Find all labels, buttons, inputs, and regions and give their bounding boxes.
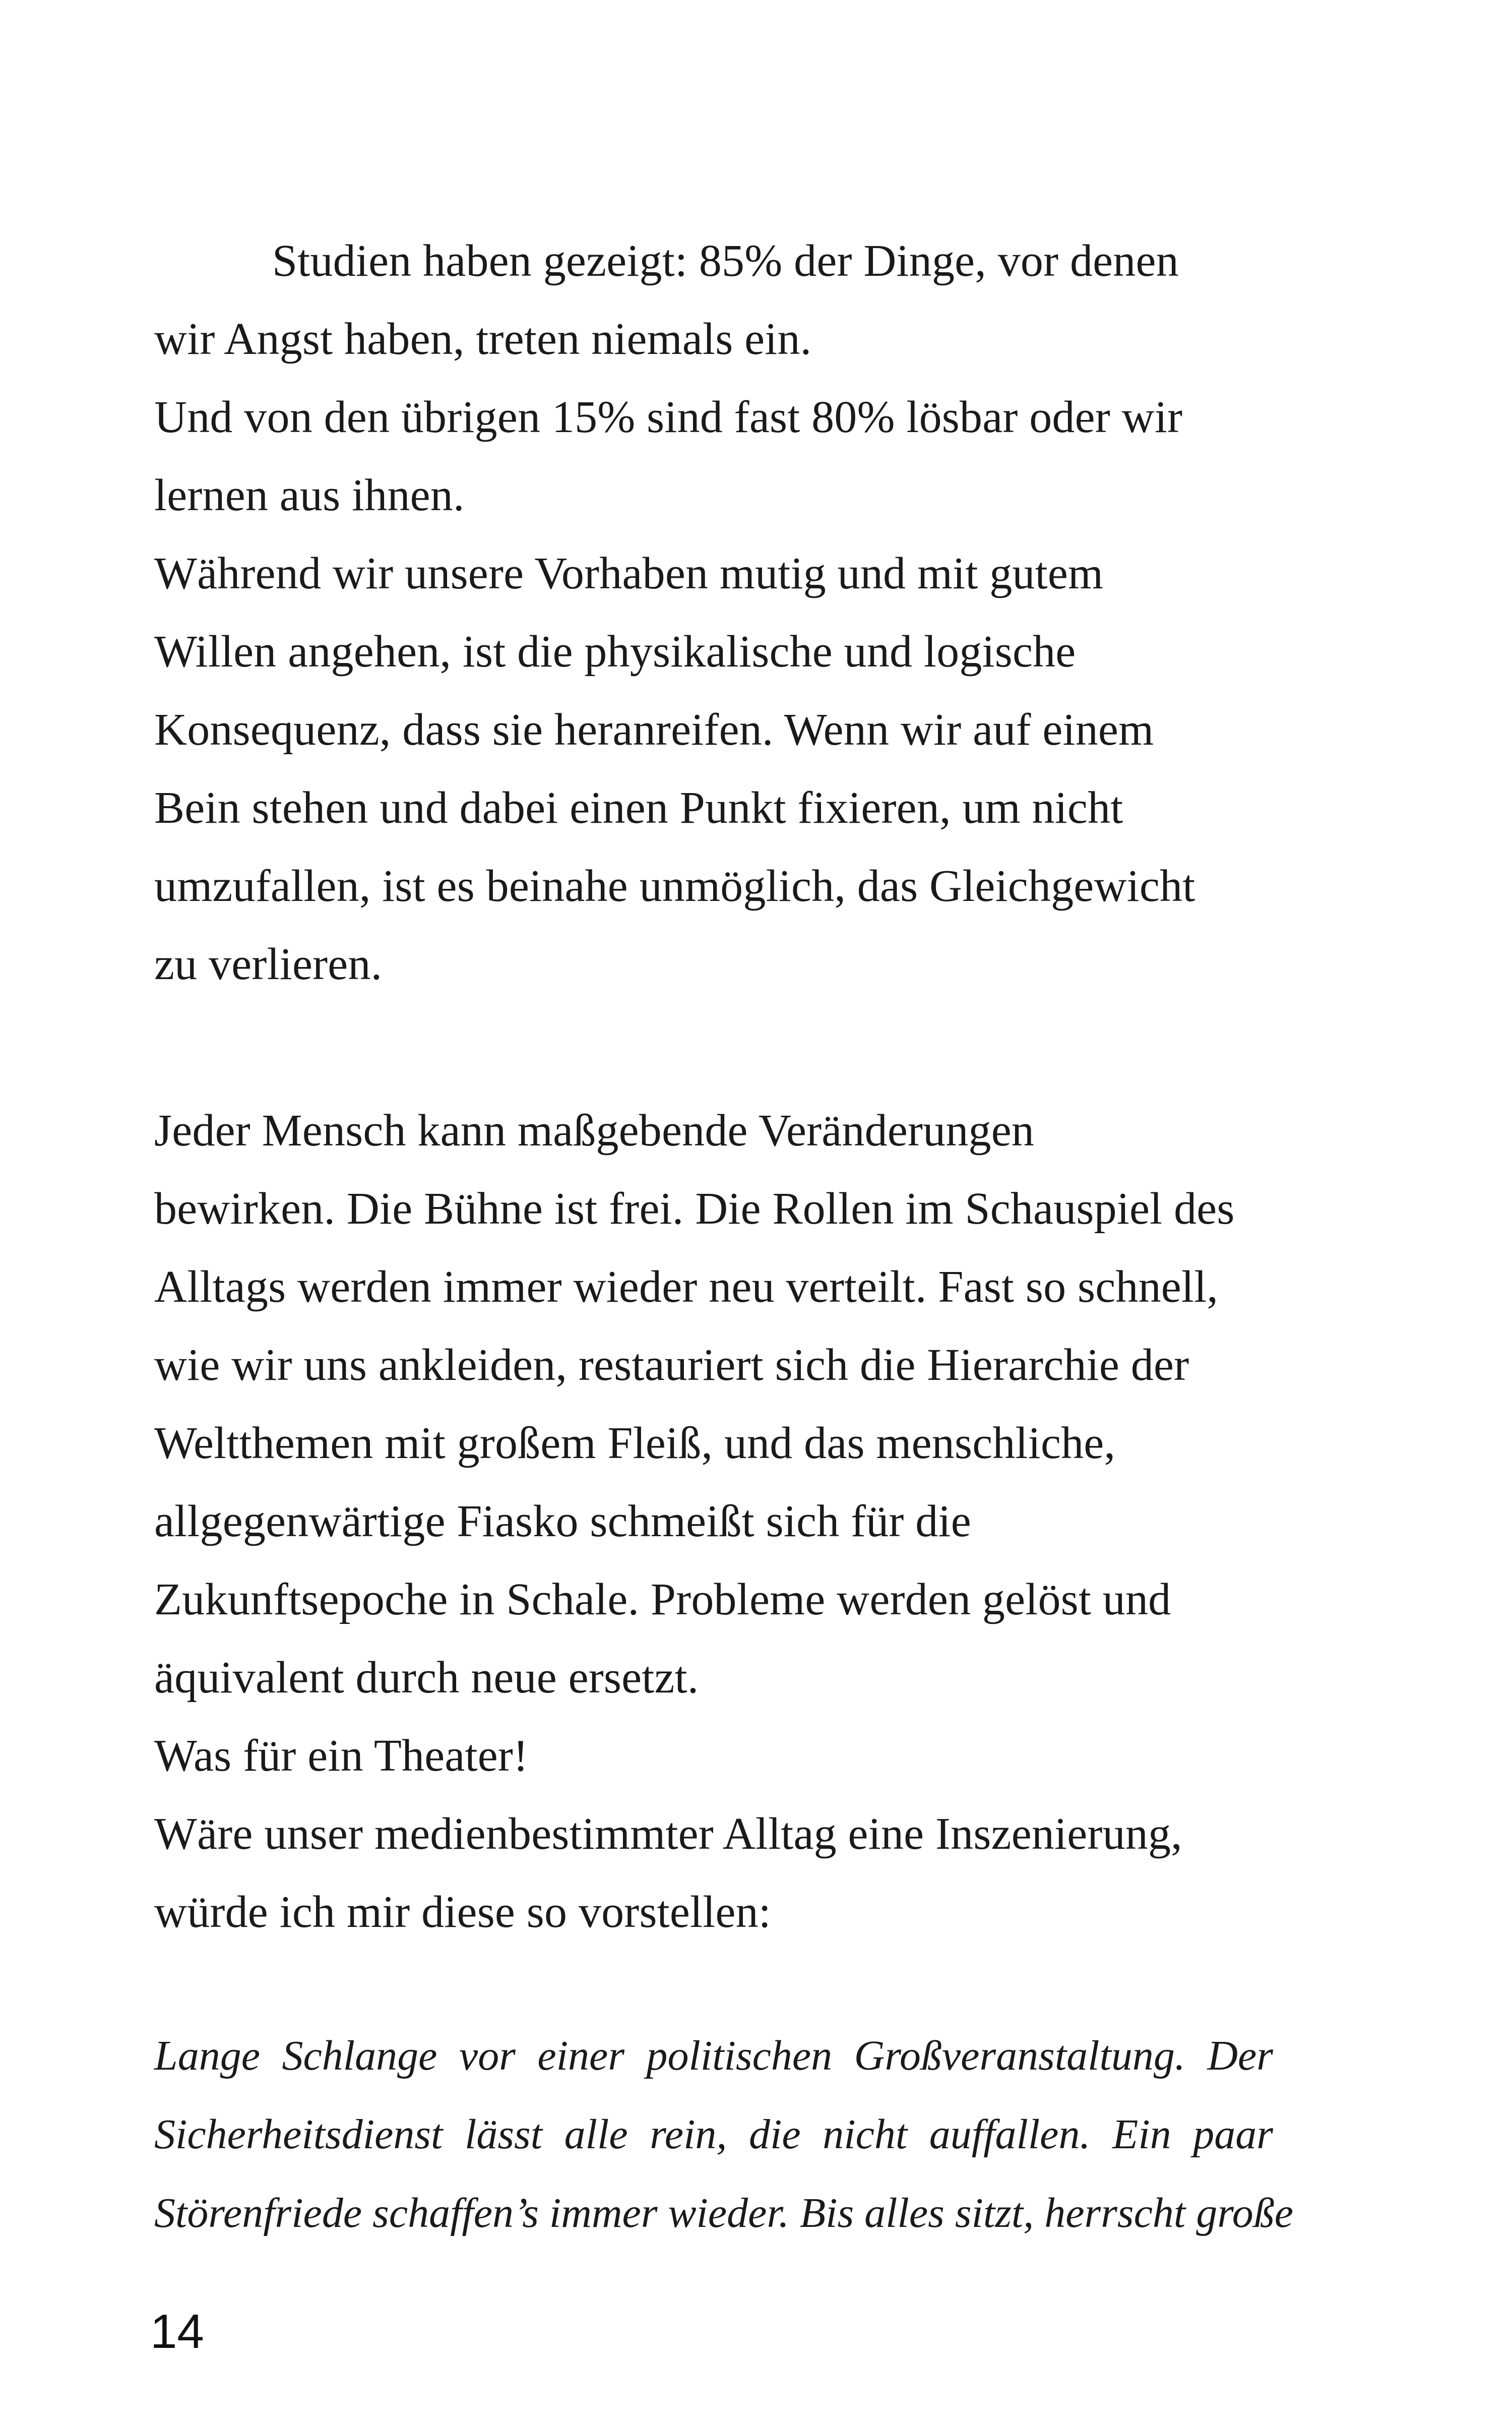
text-line: umzufallen, ist es beinahe unmöglich, das Gleichgewicht — [154, 861, 1195, 911]
paragraph-1 — [154, 222, 1278, 1003]
text-line: Konsequenz, dass sie heranreifen. Wenn wir auf einem — [154, 705, 1154, 755]
text-line: allgegenwärtige Fiasko schmeißt sich für die — [154, 1496, 971, 1546]
text-line: zu verlieren. — [154, 939, 383, 989]
text-line: lernen aus ihnen. — [154, 470, 465, 520]
italic-line: Störenfriede schaffen’s immer wieder. Bis alles sitzt, herrscht große — [154, 2190, 1294, 2236]
text-line: Bein stehen und dabei einen Punkt fixieren, um nicht — [154, 783, 1123, 833]
text-line: Weltthemen mit großem Fleiß, und das menschliche, — [154, 1418, 1116, 1468]
text-line: wie wir uns ankleiden, restauriert sich die Hierarchie der — [154, 1340, 1189, 1390]
italic-line: Lange Schlange vor einer politischen Großveranstaltung. Der — [154, 2032, 1273, 2079]
text-line: wir Angst haben, treten niemals ein. — [154, 314, 812, 364]
text-line: würde ich mir diese so vorstellen: — [154, 1887, 771, 1937]
text-line: Und von den übrigen 15% sind fast 80% lösbar oder wir — [154, 392, 1183, 442]
italic-stage-direction — [154, 2017, 1294, 2253]
text-line: Alltags werden immer wieder neu verteilt. Fast so schnell, — [154, 1262, 1219, 1312]
text-line: Studien haben gezeigt: 85% der Dinge, vor denen — [272, 236, 1179, 286]
text-line: Während wir unsere Vorhaben mutig und mit gutem — [154, 549, 1104, 598]
text-line: Was für ein Theater! — [154, 1731, 529, 1781]
text-line: bewirken. Die Bühne ist frei. Die Rollen im Schauspiel des — [154, 1184, 1235, 1234]
page-number: 14 — [150, 2305, 204, 2358]
text-line: Willen angehen, ist die physikalische und logische — [154, 627, 1076, 677]
paragraph-2 — [154, 1092, 1278, 1951]
italic-line: Sicherheitsdienst lässt alle rein, die nicht auffallen. Ein paar — [154, 2111, 1273, 2158]
text-line: Wäre unser medienbestimmter Alltag eine Inszenierung, — [154, 1809, 1182, 1859]
text-line: Jeder Mensch kann maßgebende Veränderungen — [154, 1106, 1035, 1156]
text-line: Zukunftsepoche in Schale. Probleme werden gelöst und — [154, 1575, 1171, 1624]
text-line: äquivalent durch neue ersetzt. — [154, 1653, 699, 1703]
